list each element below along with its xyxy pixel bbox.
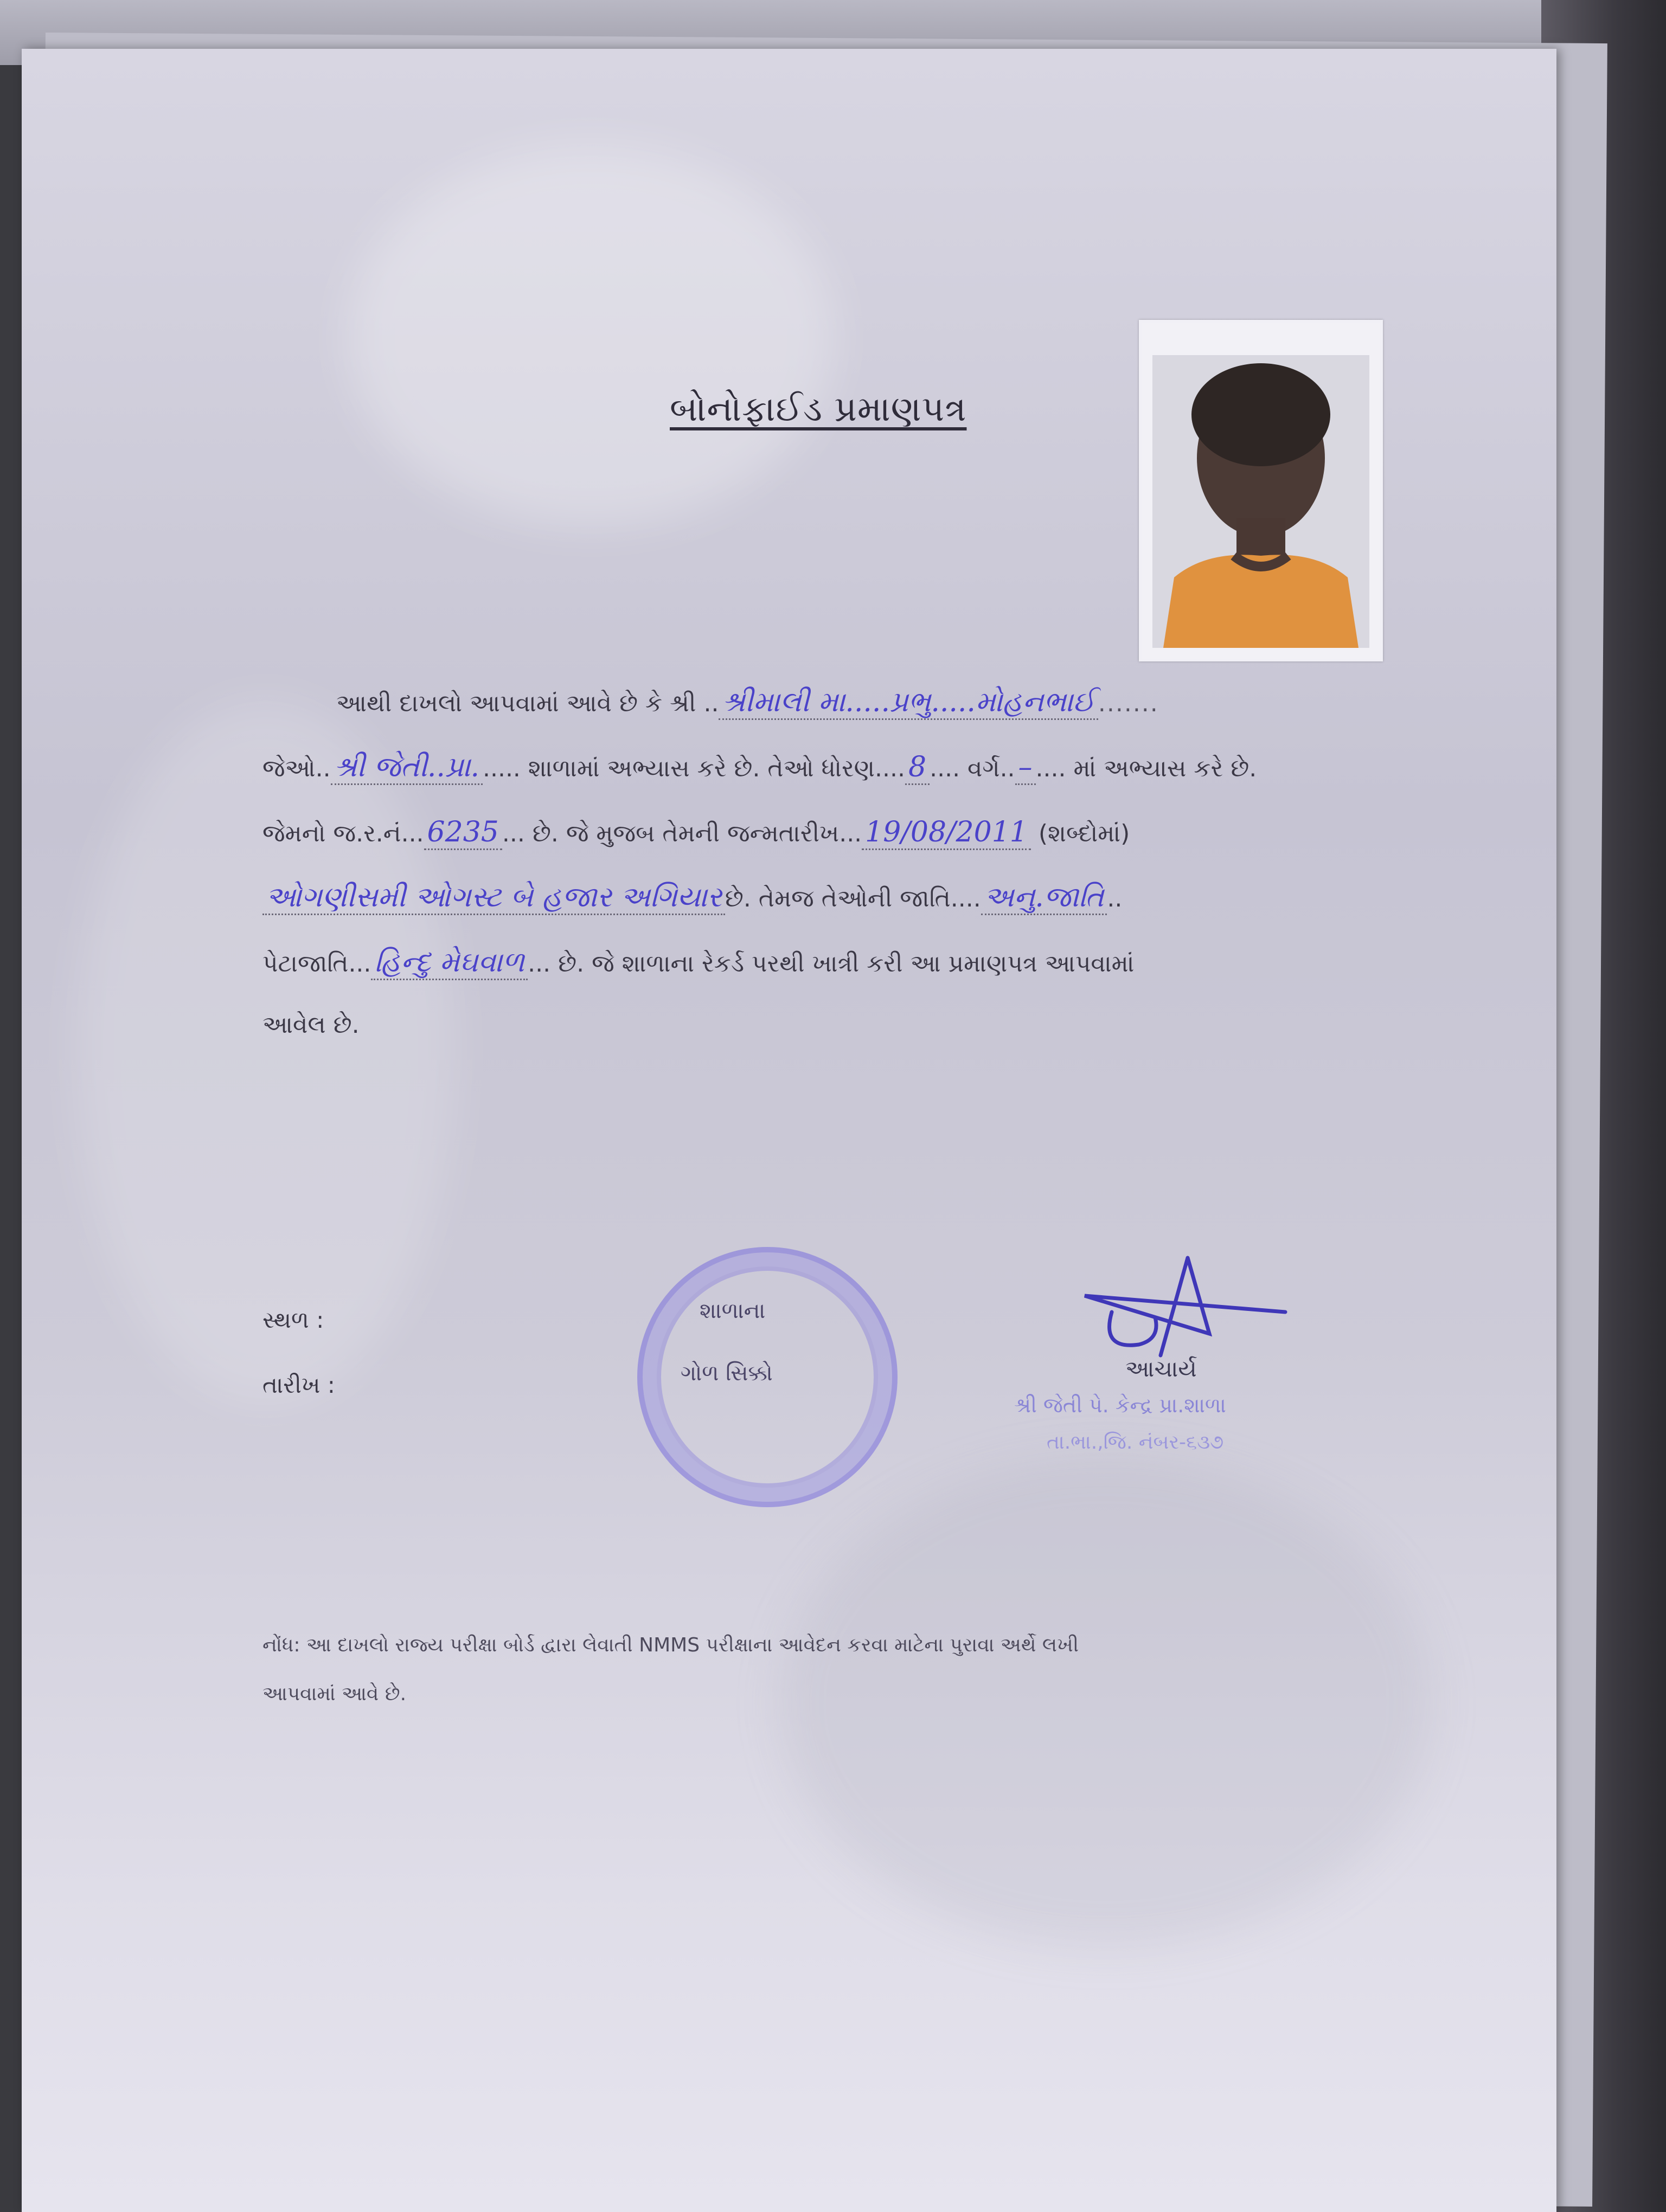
line2-mid: ..... શાળામાં અભ્યાસ કરે છે. તેઓ ધોરણ.... xyxy=(482,755,906,782)
line2-mid2: .... વર્ગ.. xyxy=(930,755,1015,782)
student-photo xyxy=(1139,320,1383,661)
register-number: 6235 xyxy=(424,816,502,850)
stamp-label-school: શાળાના xyxy=(700,1298,766,1323)
footnote-line-1: નોંધ: આ દાખલો રાજ્ય પરીક્ષા બોર્ડ દ્વારા લેવાતી NMMS પરીક્ષાના આવેદન કરવા માટેના પુરાવા અર્થે લખી xyxy=(262,1634,1079,1656)
line5-prefix: પેટાજાતિ... xyxy=(262,950,371,978)
line2-prefix: જેઓ.. xyxy=(262,755,331,782)
line3-mid: ... છે. જે મુજબ તેમની જન્મતારીખ... xyxy=(502,820,862,847)
page-title: બોનોફાઈડ પ્રમાણપત્ર xyxy=(670,389,967,429)
certificate-line-1 xyxy=(336,686,1159,719)
line4-mid: છે. તેમજ તેઓની જાતિ.... xyxy=(725,885,981,912)
school-name: શ્રી જેતી..પ્રા. xyxy=(331,751,483,785)
line4-suffix: .. xyxy=(1107,885,1123,912)
birth-date-in-words: ઓગણીસમી ઓગસ્ટ બે હજાર અગિયાર xyxy=(262,881,725,915)
standard-value: 8 xyxy=(905,751,930,785)
line3-prefix: જેમનો જ.ર.નં... xyxy=(262,820,424,847)
stamp-label-round-seal: ગોળ સિક્કો xyxy=(681,1361,773,1386)
line2-suffix: .... માં અભ્યાસ કરે છે. xyxy=(1035,755,1257,782)
certificate-line-4 xyxy=(262,881,1122,914)
class-value: – xyxy=(1015,751,1036,785)
line1-suffix: ....... xyxy=(1098,690,1159,717)
line1-prefix: આથી દાખલો આપવામાં આવે છે કે શ્રી .. xyxy=(336,690,719,717)
place-label: સ્થળ : xyxy=(262,1307,324,1333)
student-name: શ્રીમાલી મા.....પ્રભુ.....મોહનભાઈ xyxy=(719,686,1098,720)
principal-stamp-line-2: તા.ભા.,જિ. નંબર-૬૩૭ xyxy=(1047,1431,1224,1454)
principal-label: આચાર્ય xyxy=(1125,1355,1197,1382)
line3-suffix: (શબ્દોમાં) xyxy=(1030,820,1130,847)
certificate-line-3 xyxy=(262,816,1130,848)
birth-date: 19/08/2011 xyxy=(862,816,1031,850)
certificate-line-5 xyxy=(262,946,1134,979)
principal-stamp-line-1: શ્રી જેતી પે. કેન્દ્ર પ્રા.શાળા xyxy=(1014,1393,1226,1417)
student-portrait xyxy=(1142,323,1380,659)
subcaste-value: હિન્દુ મેઘવાળ xyxy=(371,946,528,980)
principal-signature xyxy=(1079,1252,1296,1372)
date-label: તારીખ : xyxy=(262,1372,335,1398)
footnote-line-2: આપવામાં આવે છે. xyxy=(262,1683,407,1705)
certificate-line-2 xyxy=(262,751,1257,784)
caste-value: અનુ.જાતિ xyxy=(981,881,1107,915)
certificate-line-6: આવેલ છે. xyxy=(262,1011,360,1039)
line5-suffix: ... છે. જે શાળાના રેકર્ડ પરથી ખાત્રી કરી આ પ્રમાણપત્ર આપવામાં xyxy=(528,950,1135,978)
footnote xyxy=(262,1621,1347,1719)
